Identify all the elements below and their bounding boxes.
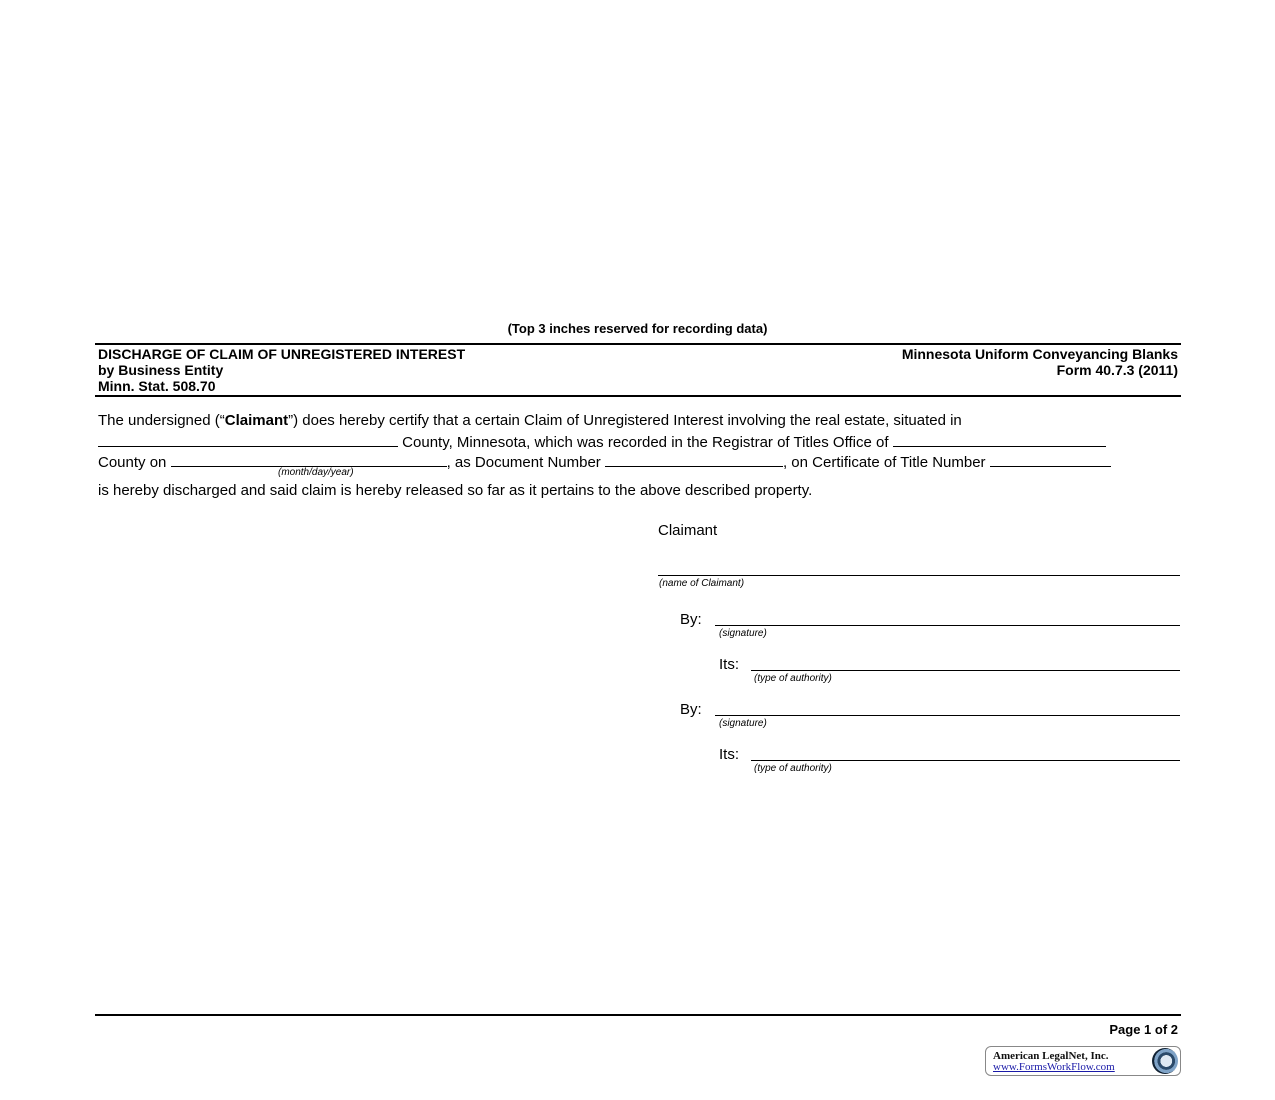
body-text: ”) does hereby certify that a certain Claim of Unregistered Interest involving the real estate, situated in [288, 412, 962, 429]
recording-note: (Top 3 inches reserved for recording data) [507, 321, 768, 336]
globe-logo-icon [1152, 1048, 1178, 1074]
vendor-badge[interactable] [985, 1046, 1181, 1076]
certificate-number-field[interactable] [990, 452, 1111, 467]
body-line-2 [98, 432, 1106, 451]
form-number: Form 40.7.3 (2011) [1056, 362, 1178, 378]
body-line-3 [98, 452, 1111, 471]
header-top-rule [95, 343, 1181, 345]
signature-caption-2: (signature) [719, 718, 767, 729]
signature-line-1[interactable] [715, 625, 1180, 626]
authority-line-2[interactable] [751, 760, 1180, 761]
its-label-2: Its: [719, 746, 740, 763]
body-line-4: is hereby discharged and said claim is hereby released so far as it pertains to the above described property. [98, 482, 813, 499]
signature-caption-1: (signature) [719, 628, 767, 639]
header-bottom-rule [95, 395, 1181, 397]
authority-caption-1: (type of authority) [754, 673, 832, 684]
authority-caption-2: (type of authority) [754, 763, 832, 774]
body-text: County, Minnesota, which was recorded in the Registrar of Titles Office of [402, 434, 889, 451]
form-title: DISCHARGE OF CLAIM OF UNREGISTERED INTEREST [98, 346, 466, 362]
claimant-name-line[interactable] [658, 575, 1180, 576]
date-caption: (month/day/year) [278, 467, 354, 478]
body-text: County on [98, 454, 167, 471]
its-label-1: Its: [719, 656, 740, 673]
by-label-2: By: [680, 701, 702, 718]
body-text: , on Certificate of Title Number [782, 454, 986, 471]
date-field[interactable] [171, 452, 447, 467]
signature-line-2[interactable] [715, 715, 1180, 716]
page-number: Page 1 of 2 [1109, 1022, 1178, 1037]
registrar-county-field[interactable] [893, 432, 1106, 447]
footer-rule [95, 1014, 1181, 1016]
body-line-1 [98, 412, 962, 429]
claimant-name-caption: (name of Claimant) [659, 578, 745, 589]
form-subtitle: by Business Entity [98, 362, 224, 378]
authority-line-1[interactable] [751, 670, 1180, 671]
body-text: The undersigned (“ [98, 412, 225, 429]
form-series: Minnesota Uniform Conveyancing Blanks [901, 346, 1178, 362]
claimant-heading: Claimant [658, 522, 718, 539]
document-number-field[interactable] [605, 452, 783, 467]
claimant-term: Claimant [224, 412, 289, 429]
vendor-link[interactable]: www.FormsWorkFlow.com [993, 1061, 1115, 1073]
body-text: , as Document Number [446, 454, 601, 471]
vendor-name: American LegalNet, Inc. [993, 1050, 1109, 1062]
statute-reference: Minn. Stat. 508.70 [98, 378, 216, 394]
county-field[interactable] [98, 432, 398, 447]
by-label-1: By: [680, 611, 702, 628]
